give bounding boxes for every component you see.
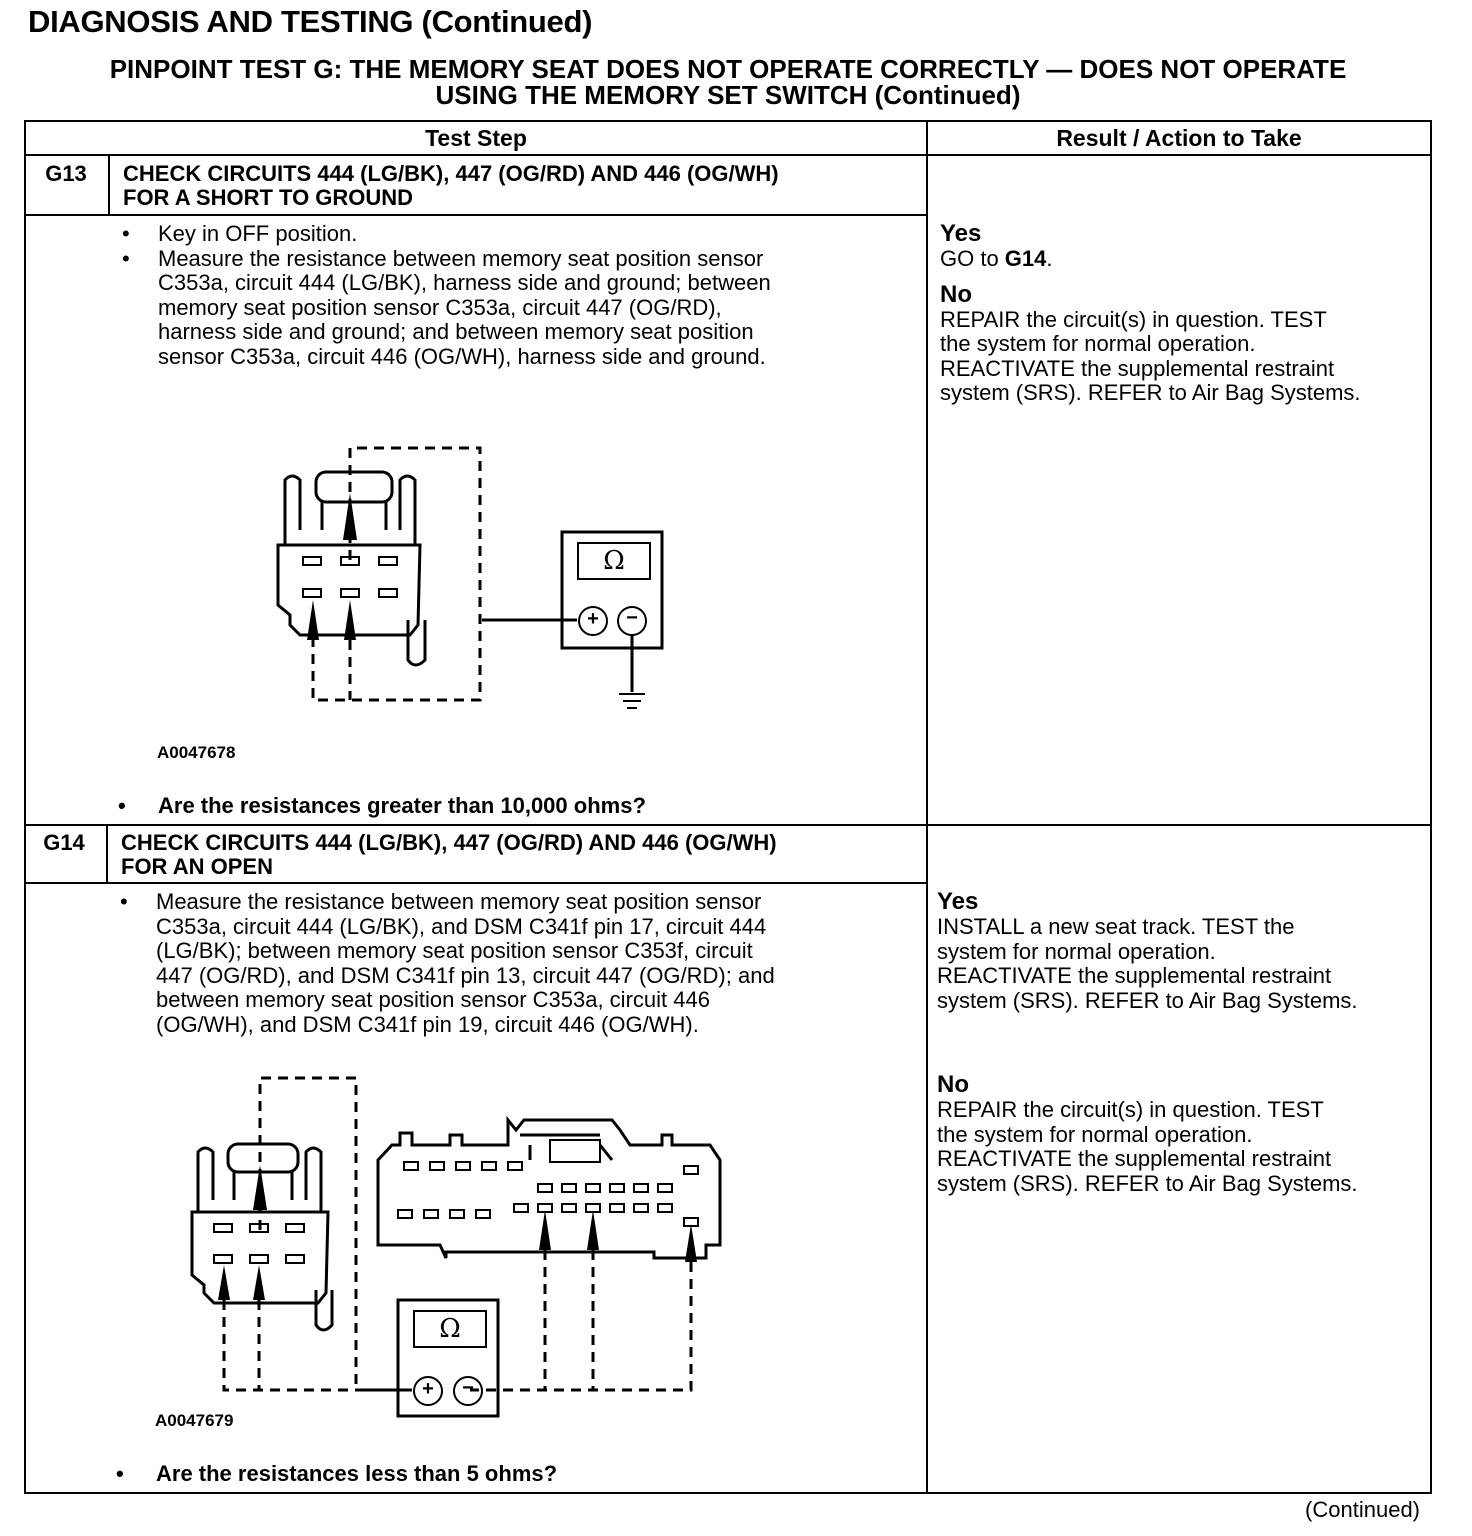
result-yes-label: Yes [940,220,982,247]
page-title: DIAGNOSIS AND TESTING (Continued) [28,4,593,39]
step-title-line-2: FOR AN OPEN [121,854,273,879]
g14-result-no [937,1072,1427,1196]
test-lead-dashed [470,1262,691,1390]
test-title-line-1: PINPOINT TEST G: THE MEMORY SEAT DOES NOT OPERATE CORRECTLY — DOES NOT OPERATE [109,54,1347,84]
seat-position-sensor-connector [192,1144,332,1330]
result-yes-label: Yes [937,888,979,915]
meter-omega-symbol: Ω [439,1314,461,1344]
result-no-label: No [940,280,972,308]
yes-target-step: G14 [1004,246,1047,271]
probe-arrow [685,1224,697,1262]
column-header-test-step: Test Step [425,125,527,151]
test-title-line-2: USING THE MEMORY SET SWITCH (Continued) [435,80,1021,110]
bullet-text: Key in OFF position. [158,221,358,246]
probe-arrow [539,1210,551,1250]
result-no-text: REPAIR the circuit(s) in question. TEST the system for normal operation. REACTIVATE the supplemental restraint system (SRS). REFER to Air Bag Systems. [940,306,1361,405]
column-header-result: Result / Action to Take [1056,125,1302,151]
meter-omega-symbol: Ω [603,546,625,576]
test-lead-dashed [260,1078,356,1390]
g14-result-yes [937,889,1427,1013]
g13-question: • Are the resistances greater than 10,000 ohms? [118,793,646,819]
result-no-text: REPAIR the circuit(s) in question. TEST the system for normal operation. REACTIVATE the supplemental restraint system (SRS). REFER to Air Bag Systems. [937,1097,1358,1196]
meter-plus-terminal: + [422,1378,434,1400]
figure-id-g14: A0047679 [155,1411,234,1430]
g14-question: • Are the resistances less than 5 ohms? [116,1461,557,1487]
result-no-label: No [937,1071,969,1098]
figure-id-g13: A0047678 [157,743,236,762]
probe-arrow [587,1210,599,1250]
step-title-line-1: CHECK CIRCUITS 444 (LG/BK), 447 (OG/RD) AND 446 (OG/WH) [123,161,779,186]
step-title-line-1: CHECK CIRCUITS 444 (LG/BK), 447 (OG/RD) AND 446 (OG/WH) [121,830,777,855]
result-yes-text: INSTALL a new seat track. TEST the system for normal operation. REACTIVATE the supplemental restraint system (SRS). REFER to Air Bag Systems. [937,914,1358,1013]
meter-minus-terminal: − [462,1377,474,1399]
bullet-text: Measure the resistance between memory seat position sensor C353a, circuit 444 (LG/BK), harness side and ground; between memory seat position sensor C353a, circuit 447 (OG/RD), harness side and ground; and between memory seat position sensor C353a, circuit 446 (OG/WH), harness side and ground. [158,245,771,369]
probe-arrow [218,1265,230,1300]
step-id-g14: G14 [43,830,85,855]
bullet-text: Measure the resistance between memory seat position sensor C353a, circuit 444 (LG/BK), and DSM C341f pin 17, circuit 444 (LG/BK); between memory seat position sensor C353f, circuit 447 (OG/RD), and DSM C341f pin 13, circuit 447 (OG/RD); and between memory seat position sensor C353a, circuit 446 (OG/WH), and DSM C341f pin 19, circuit 446 (OG/WH). [156,889,775,1037]
yes-text-prefix: GO to [940,246,1005,271]
meter-plus-terminal: + [587,608,599,630]
continued-note: (Continued) [1305,1497,1420,1522]
meter-minus-terminal: − [626,607,638,629]
probe-arrow [253,1265,265,1300]
test-lead-dashed [224,1300,356,1390]
yes-text-suffix: . [1046,246,1053,271]
step-title-line-2: FOR A SHORT TO GROUND [123,185,414,210]
step-id-g13: G13 [45,161,87,186]
